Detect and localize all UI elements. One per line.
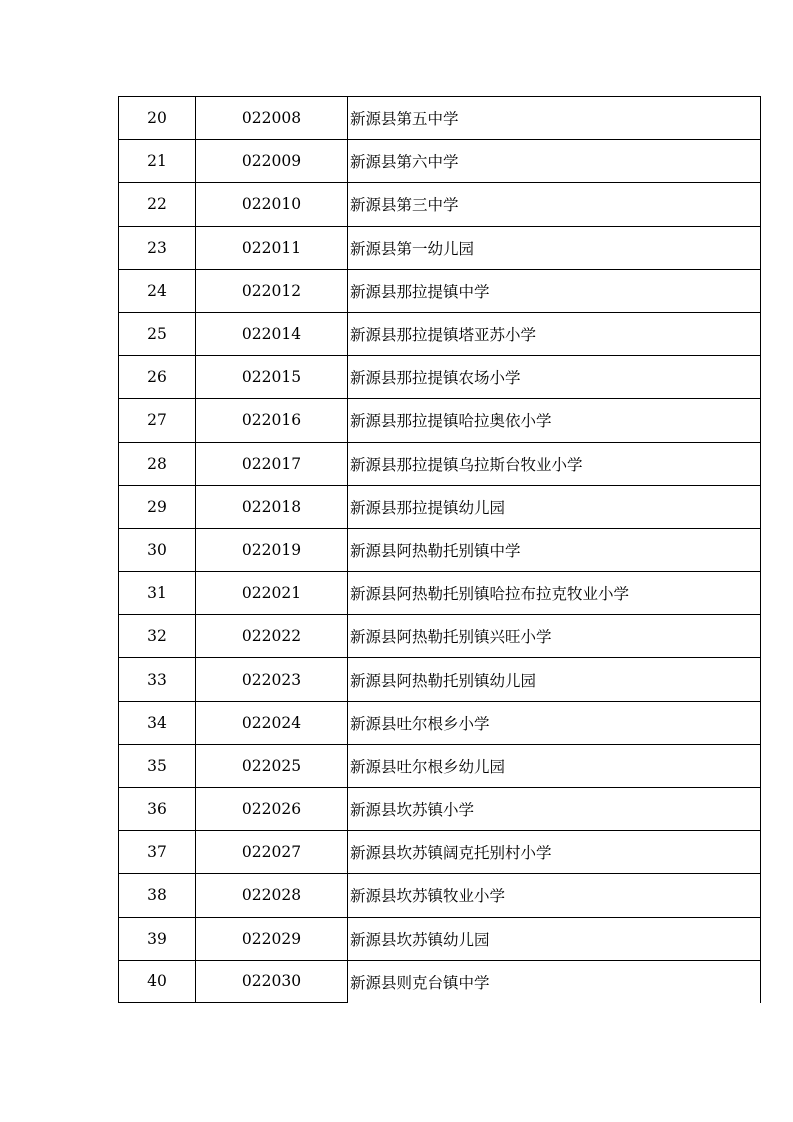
table-row [118, 139, 761, 182]
table-row [118, 96, 761, 139]
row-number-cell: 28 [118, 442, 195, 485]
school-name-cell: 新源县阿热勒托别镇哈拉布拉克牧业小学 [347, 571, 761, 614]
school-code-cell: 022025 [195, 744, 347, 787]
table-row [118, 701, 761, 744]
school-name-cell: 新源县第三中学 [347, 182, 761, 225]
row-number-cell: 34 [118, 701, 195, 744]
table-row [118, 787, 761, 830]
school-name-cell: 新源县坎苏镇牧业小学 [347, 873, 761, 916]
row-number-cell: 27 [118, 398, 195, 441]
row-number-cell: 26 [118, 355, 195, 398]
row-number-cell: 23 [118, 226, 195, 269]
school-name-cell: 新源县第六中学 [347, 139, 761, 182]
table-row [118, 528, 761, 571]
school-code-cell: 022016 [195, 398, 347, 441]
school-name-cell: 新源县阿热勒托别镇中学 [347, 528, 761, 571]
row-number-cell: 30 [118, 528, 195, 571]
table-row [118, 312, 761, 355]
school-code-cell: 022026 [195, 787, 347, 830]
school-code-cell: 022010 [195, 182, 347, 225]
school-code-cell: 022024 [195, 701, 347, 744]
school-code-cell: 022019 [195, 528, 347, 571]
row-number-cell: 25 [118, 312, 195, 355]
school-name-cell: 新源县阿热勒托别镇幼儿园 [347, 657, 761, 700]
row-number-cell: 33 [118, 657, 195, 700]
table-row [118, 398, 761, 441]
school-name-cell: 新源县那拉提镇塔亚苏小学 [347, 312, 761, 355]
school-name-cell: 新源县第五中学 [347, 96, 761, 139]
table-row [118, 485, 761, 528]
row-number-cell: 36 [118, 787, 195, 830]
table-row [118, 917, 761, 960]
row-number-cell: 21 [118, 139, 195, 182]
table-row [118, 269, 761, 312]
school-code-cell: 022027 [195, 830, 347, 873]
table-row [118, 960, 761, 1003]
table-row [118, 182, 761, 225]
row-number-cell: 31 [118, 571, 195, 614]
school-name-cell: 新源县阿热勒托别镇兴旺小学 [347, 614, 761, 657]
row-number-cell: 24 [118, 269, 195, 312]
school-code-cell: 022008 [195, 96, 347, 139]
row-number-cell: 29 [118, 485, 195, 528]
school-code-cell: 022029 [195, 917, 347, 960]
school-name-cell: 新源县坎苏镇阔克托别村小学 [347, 830, 761, 873]
row-number-cell: 38 [118, 873, 195, 916]
school-name-cell: 新源县吐尔根乡小学 [347, 701, 761, 744]
table-row [118, 614, 761, 657]
school-name-cell: 新源县吐尔根乡幼儿园 [347, 744, 761, 787]
school-name-cell: 新源县那拉提镇幼儿园 [347, 485, 761, 528]
table-row [118, 355, 761, 398]
table-row [118, 226, 761, 269]
school-code-cell: 022014 [195, 312, 347, 355]
row-number-cell: 22 [118, 182, 195, 225]
school-code-cell: 022011 [195, 226, 347, 269]
school-code-cell: 022028 [195, 873, 347, 916]
school-name-cell: 新源县那拉提镇乌拉斯台牧业小学 [347, 442, 761, 485]
school-name-cell: 新源县那拉提镇农场小学 [347, 355, 761, 398]
table-row [118, 830, 761, 873]
row-number-cell: 39 [118, 917, 195, 960]
school-name-cell: 新源县那拉提镇哈拉奥依小学 [347, 398, 761, 441]
table-row [118, 873, 761, 916]
row-number-cell: 37 [118, 830, 195, 873]
school-code-cell: 022030 [195, 960, 347, 1003]
school-code-cell: 022021 [195, 571, 347, 614]
school-code-cell: 022023 [195, 657, 347, 700]
school-name-cell: 新源县坎苏镇小学 [347, 787, 761, 830]
table-row [118, 657, 761, 700]
school-code-cell: 022009 [195, 139, 347, 182]
school-code-cell: 022018 [195, 485, 347, 528]
school-name-cell: 新源县第一幼儿园 [347, 226, 761, 269]
school-code-cell: 022022 [195, 614, 347, 657]
row-number-cell: 32 [118, 614, 195, 657]
row-number-cell: 35 [118, 744, 195, 787]
school-code-cell: 022015 [195, 355, 347, 398]
school-name-cell: 新源县坎苏镇幼儿园 [347, 917, 761, 960]
school-code-cell: 022017 [195, 442, 347, 485]
row-number-cell: 40 [118, 960, 195, 1003]
school-code-cell: 022012 [195, 269, 347, 312]
table-row [118, 744, 761, 787]
school-name-cell: 新源县那拉提镇中学 [347, 269, 761, 312]
school-list-table [118, 96, 761, 1003]
table-row [118, 442, 761, 485]
school-name-cell: 新源县则克台镇中学 [347, 960, 761, 1003]
table-row [118, 571, 761, 614]
row-number-cell: 20 [118, 96, 195, 139]
